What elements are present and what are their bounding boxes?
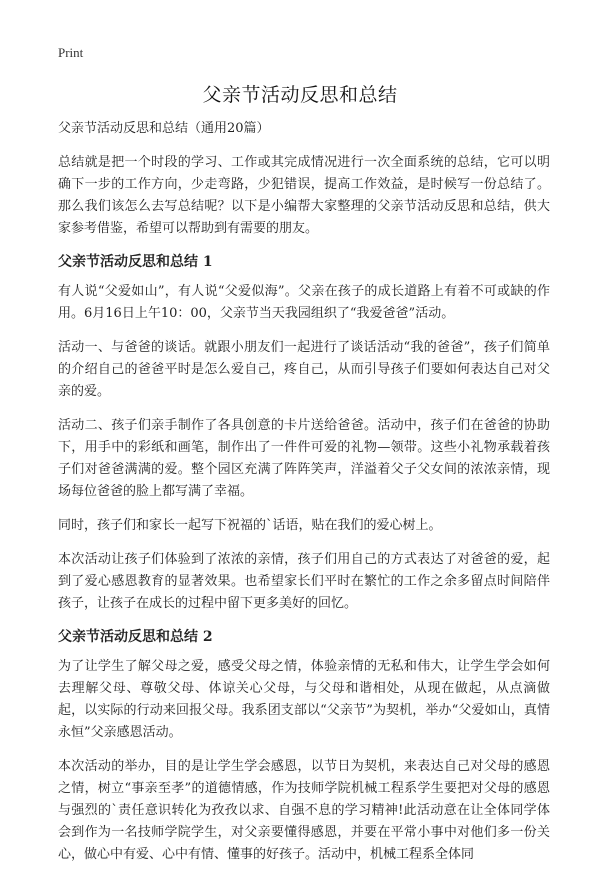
intro-paragraph: 总结就是把一个时段的学习、工作或其完成情况进行一次全面系统的总结，它可以明确下一步的工作方向，少走弯路，少犯错误，提高工作效益，是时候写一份总结了。那么我们该怎么去写总结呢？以下是小编帮大家整理的父亲节活动反思和总结，供大家参考借鉴，希望可以帮助到有需要的朋友。 — [58, 155, 550, 236]
section-1-paragraph: 有人说“父爱如山”，有人说“父爱似海”。父亲在孩子的成长道路上有着不可或缺的作用。6月16日上午10：00，父亲节当天我园组织了“我爱爸爸”活动。 — [58, 284, 550, 321]
section-2-paragraph: 本次活动的举办，目的是让学生学会感恩，以节日为契机，来表达自己对父母的感恩之情，树立“事亲至孝”的道德情感，作为技师学院机械工程系学生要把对父母的感恩与强烈的`责任意识转化为孜孜以求、自强不息的学习精神!此活动意在让全体同学体会到作为一名技师学院学生，对父亲要懂得感恩，并要在平常小事中对他们多一份关心，做心中有爱、心中有情、懂事的好孩子。活动中，机械工程系全体同 — [58, 759, 550, 862]
section-1-paragraph: 活动一、与爸爸的谈话。就跟小朋友们一起进行了谈话活动“我的爸爸”，孩子们简单的介绍自己的爸爸平时是怎么爱自己，疼自己，从而引导孩子们要如何表达自己对父亲的爱。 — [58, 340, 550, 399]
print-link[interactable]: Print — [58, 45, 84, 60]
section-1-paragraph: 活动二、孩子们亲手制作了各具创意的卡片送给爸爸。活动中，孩子们在爸爸的协助下，用手中的彩纸和画笔，制作出了一件件可爱的礼物—领带。这些小礼物承载着孩子们对爸爸满满的爱。整个园区充满了阵阵笑声，洋溢着父子父女间的浓浓亲情，现场每位爸爸的脸上都写满了幸福。 — [58, 418, 550, 499]
page-title: 父亲节活动反思和总结 — [202, 84, 398, 106]
section-heading-1: 父亲节活动反思和总结 1 — [58, 254, 213, 270]
section-1-paragraph: 同时，孩子们和家长一起写下祝福的`话语，贴在我们的爱心树上。 — [58, 518, 442, 533]
section-2-paragraph: 为了让学生了解父母之爱，感受父母之情，体验亲情的无私和伟大，让学生学会如何去理解父母、尊敬父母、体谅关心父母，与父母和谐相处，从现在做起，从点滴做起，以实际的行动来回报父母。我系团支部以“父亲节”为契机，举办“父爱如山，真情永恒”父亲感恩活动。 — [58, 659, 550, 740]
section-heading-2: 父亲节活动反思和总结 2 — [58, 629, 213, 645]
section-1-paragraph: 本次活动让孩子们体验到了浓浓的亲情，孩子们用自己的方式表达了对爸爸的爱，起到了爱心感恩教育的显著效果。也希望家长们平时在繁忙的工作之余多留点时间陪伴孩子，让孩子在成长的过程中留下更多美好的回忆。 — [58, 552, 550, 611]
document-body — [58, 118, 550, 878]
document-subtitle: 父亲节活动反思和总结（通用20篇） — [58, 121, 270, 136]
